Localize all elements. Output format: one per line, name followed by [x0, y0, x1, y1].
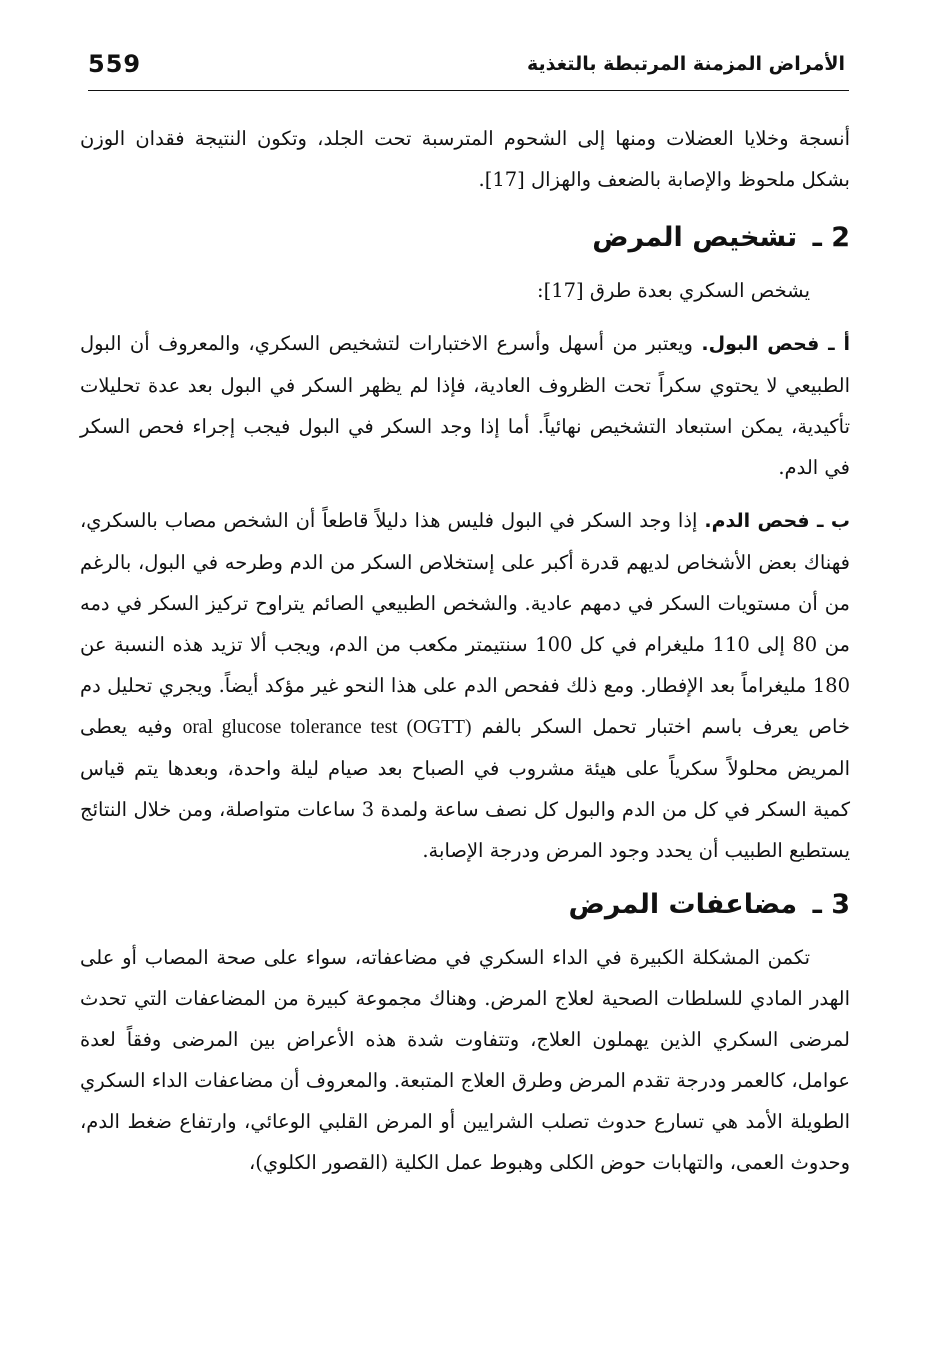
intro-paragraph: أنسجة وخلايا العضلات ومنها إلى الشحوم المترسبة تحت الجلد، وتكون النتيجة فقدان الوزن بشكل ملحوظ والإصابة بالضعف والهزال [17]. [80, 127, 850, 191]
blood-test-text-2: وفيه يعطى المريض محلولاً سكرياً على هيئة مشروب في الصباح بعد صيام ليلة واحدة، وبعدها يتم قياس كمية السكر في كل من الدم والبول كل نصف ساعة ولمدة 3 ساعات متواصلة، ومن خلال النتائج يستطيع الطبيب أن يحدد وجود المرض ودرجة الإصابة. [80, 715, 851, 862]
section-3-title: مضاعفات المرض [568, 889, 798, 920]
section-2-number: 2 ـ [812, 222, 850, 253]
blood-test-lead: ب ـ فحص الدم. [704, 510, 850, 532]
blood-test-text-1: إذا وجد السكر في البول فليس هذا دليلاً قاطعاً أن الشخص مصاب بالسكري، فهناك بعض الأشخاص لديهم قدرة أكبر على إستخلاص السكر من الدم وطرحه في البول، بالرغم من أن مستويات السكر في دمهم عادية. والشخص الطبيعي الصائم يتراوح تركيز السكر في دمه من 80 إلى 110 مليغرام في كل 100 سنتيمتر مكعب من الدم، ويجب ألا تزيد هذه النسبة عن 180 مليغراماً بعد الإفطار. ومع ذلك ففحص الدم على هذا النحو غير مؤكد أيضاً. ويجري تحليل دم خاص يعرف باسم اختبار تحمل السكر بالفم [80, 509, 850, 738]
section-3-heading [80, 883, 850, 927]
ogtt-term: oral glucose tolerance test (OGTT) [182, 717, 472, 738]
page-body [80, 118, 850, 1195]
section-3-number: 3 ـ [812, 889, 850, 920]
section-2-intro: يشخص السكري بعدة طرق [17]: [537, 279, 810, 302]
section-2-title: تشخيص المرض [592, 222, 798, 253]
running-title: الأمراض المزمنة المرتبطة بالتغذية [526, 53, 845, 75]
blood-test-paragraph [80, 500, 850, 871]
page-number: 559 [88, 50, 142, 78]
header-rule [88, 90, 849, 91]
section-2-heading [80, 216, 850, 260]
urine-test-text: ويعتبر من أسهل وأسرع الاختبارات لتشخيص السكري، والمعروف أن البول الطبيعي لا يحتوي سكراً تحت الظروف العادية، فإذا لم يظهر السكر في البول بعد عدة تحليلات تأكيدية، يمكن استبعاد التشخيص نهائياً. أما إذا وجد السكر في البول فيجب إجراء فحص السكر في الدم. [80, 332, 850, 479]
running-header [88, 44, 845, 84]
urine-test-lead: أ ـ فحص البول. [701, 333, 850, 355]
complications-paragraph: تكمن المشكلة الكبيرة في الداء السكري في مضاعفاته، سواء على صحة المصاب أو على الهدر المادي للسلطات الصحية لعلاج المرض. وهناك مجموعة كبيرة من المضاعفات التي تحدث لمرضى السكري الذين يهملون العلاج، وتتفاوت شدة هذه الأعراض بين المرضى وفقاً لعدة عوامل، كالعمر ودرجة تقدم المرض وطرق العلاج المتبعة. والمعروف أن مضاعفات الداء السكري الطويلة الأمد هي تسارع حدوث تصلب الشرايين أو المرض القلبي الوعائي، وارتفاع ضغط الدم، وحدوث العمى، والتهابات حوض الكلى وهبوط عمل الكلية (القصور الكلوي)، [80, 946, 850, 1174]
urine-test-paragraph [80, 323, 850, 488]
